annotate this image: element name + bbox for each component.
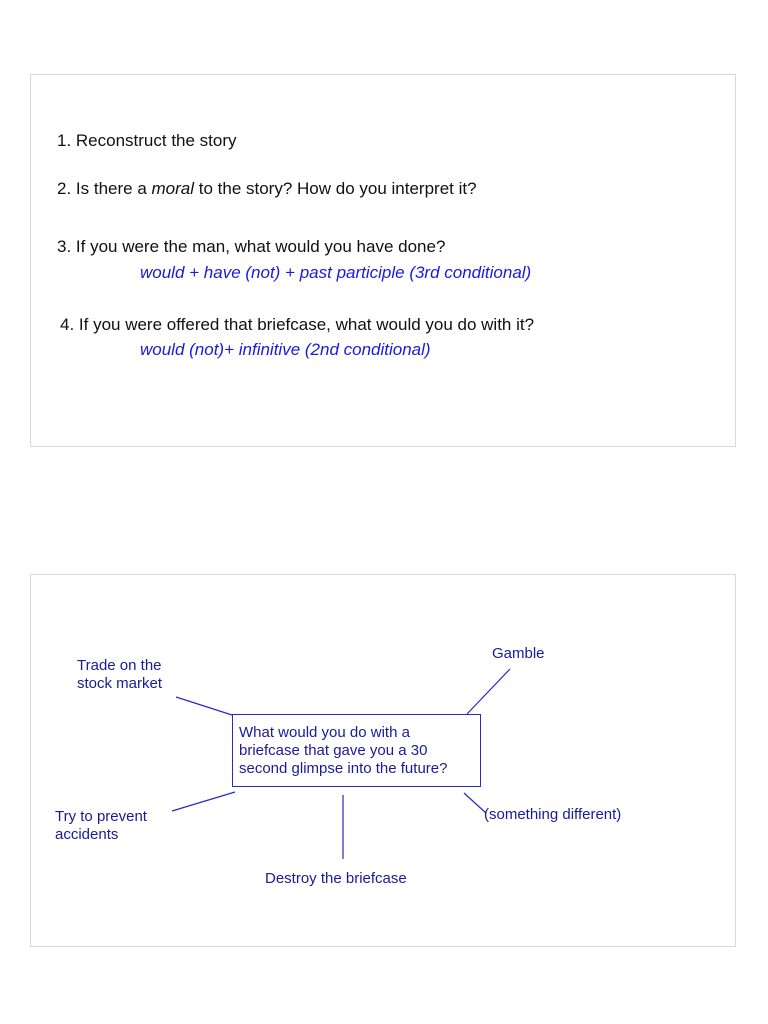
connector-trade — [176, 697, 232, 715]
question-2-prefix: 2. Is there a — [57, 179, 152, 198]
question-4-grammar-hint: would (not)+ infinitive (2nd conditional) — [140, 340, 431, 359]
connector-different — [464, 793, 486, 813]
connector-gamble — [467, 669, 510, 714]
slide-mind-map — [30, 574, 736, 947]
branch-destroy-briefcase: Destroy the briefcase — [265, 870, 407, 887]
question-2-moral-word: moral — [151, 179, 195, 198]
question-3-grammar-hint: would + have (not) + past participle (3rd conditional) — [140, 263, 532, 282]
mind-map-center-box — [232, 714, 481, 787]
mind-map-center-question: What would you do with a briefcase that gave you a 30 second glimpse into the future? — [239, 724, 448, 777]
question-2 — [57, 179, 477, 199]
question-3: 3. If you were the man, what would you have done? — [57, 237, 446, 256]
slide-questions — [30, 74, 736, 447]
question-1: 1. Reconstruct the story — [57, 131, 237, 150]
connector-prevent — [172, 792, 235, 811]
branch-trade-stock-market: Trade on the stock market — [77, 657, 163, 692]
branch-something-different: (something different) — [484, 806, 622, 823]
question-2-suffix: to the story? How do you interpret it? — [194, 179, 477, 198]
branch-prevent-accidents: Try to prevent accidents — [55, 808, 147, 843]
question-4: 4. If you were offered that briefcase, what would you do with it? — [60, 315, 535, 334]
branch-gamble: Gamble — [492, 645, 545, 662]
